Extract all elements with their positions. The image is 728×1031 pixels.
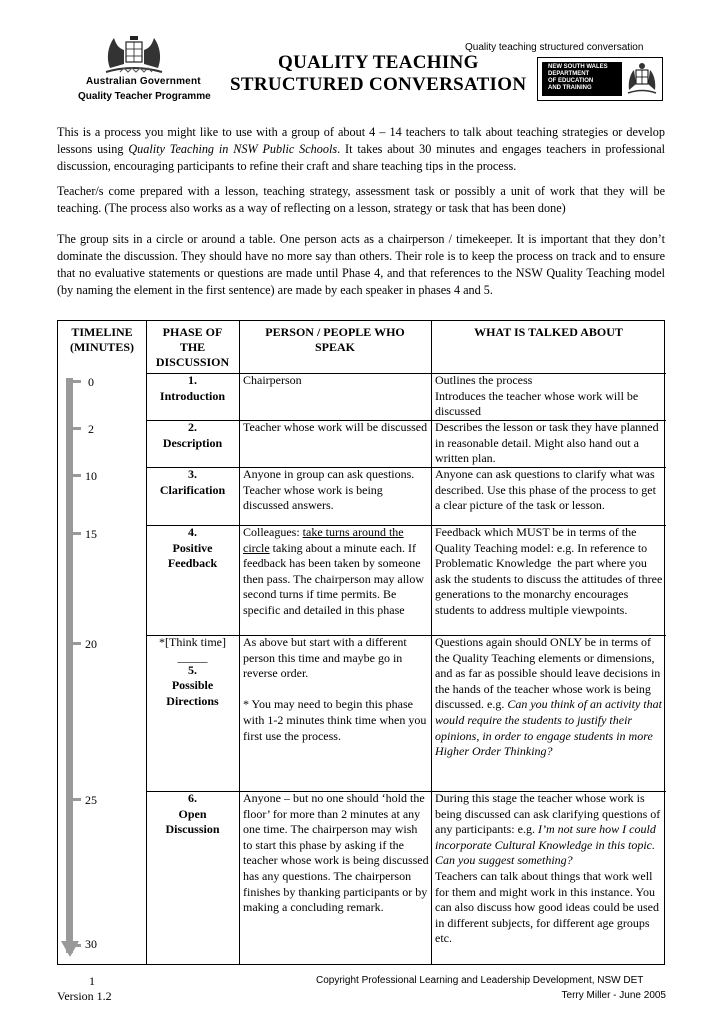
timeline-tick (73, 532, 81, 535)
running-head: Quality teaching structured conversation (465, 42, 644, 53)
what-cell: Anyone can ask questions to clarify what was described. Use this phase of the process to get a clear picture of the task or lesson. (435, 467, 656, 513)
timeline-minute: 25 (85, 793, 97, 807)
nsw-crest-icon (626, 62, 658, 96)
what-cell: Questions again should ONLY be in terms of the Quality Teaching elements or dimensions, and as far as possible should leave decisions in the hands of the teacher whose work is being discussed. e.g. Can you think of an activity that would require the students to justify their opinions, in order to engage students in more Higher Order Thinking? (435, 635, 662, 759)
timeline-tick (73, 474, 81, 477)
header-timeline: TIMELINE (MINUTES) (69, 325, 134, 354)
page-title-line-1: QUALITY TEACHING (278, 52, 479, 73)
timeline-tick (73, 642, 81, 645)
person-cell: Chairperson (243, 373, 302, 387)
timeline-end-minute: 30 (85, 937, 97, 951)
conversation-table (57, 320, 665, 965)
program-name: Quality Teacher Programme (78, 91, 211, 102)
phase-cell: 2. Description (162, 420, 223, 450)
what-cell: During this stage the teacher whose work is being discussed can ask clarifying questions of any participants: e.g. I’m not sure how I could incorporate Cultural Knowledge in this topic. Can you suggest something? Teachers can talk about things that work well for them and might work in this instance. You can also discuss how good ideas could be used in different subjects, for different age groups etc. (435, 791, 661, 946)
person-cell: Anyone in group can ask questions. Teacher whose work is being discussed answers. (243, 467, 415, 513)
timeline-tick (73, 427, 81, 430)
copyright-notice: Copyright Professional Learning and Leadership Development, NSW DET (316, 975, 644, 986)
timeline-minute: 0 (88, 375, 94, 389)
timeline-minute: 15 (85, 527, 97, 541)
header-what: WHAT IS TALKED ABOUT (474, 325, 623, 339)
column-divider (239, 321, 240, 964)
person-cell: Teacher whose work will be discussed (243, 420, 428, 434)
page-title-line-2: STRUCTURED CONVERSATION (230, 74, 527, 95)
timeline-minute: 2 (88, 422, 94, 436)
column-divider (431, 321, 432, 964)
header-phase: PHASE OF THE DISCUSSION (155, 325, 230, 369)
person-cell: As above but start with a different person this time and maybe go in reverse order. * You may need to begin this phase with 1-2 minutes think time when you first use the process. (243, 635, 427, 743)
author-date: Terry Miller - June 2005 (561, 990, 666, 1001)
timeline-tick (73, 380, 81, 383)
timeline-arrow-shaft (66, 378, 73, 953)
person-cell: Anyone – but no one should ‘hold the floor’ for more than 2 minutes at any one time. The chairperson may wish to start this phase by asking if the teacher whose work is being discussed has any questions. The chairperson finishes by thanking participants or by making a concluding remark. (243, 791, 429, 915)
page-number: 1 (89, 974, 95, 988)
intro-paragraph-2: Teacher/s come prepared with a lesson, teaching strategy, assessment task or possibly a unit of work that they will be teaching. (The process also works as a way of reflecting on a lesson, strategy or task that has been done) (57, 184, 665, 215)
phase-cell: 4. Positive Feedback (167, 525, 218, 571)
phase-cell: 1. Introduction (159, 373, 226, 403)
coat-of-arms-icon (100, 28, 168, 78)
intro-paragraph-3: The group sits in a circle or around a table. One person acts as a chairperson / timekeeper. It is important that they don’t dominate the discussion. They should have no more say than others. Their role is to keep the process on track and to ensure that no evaluative statements or questions are made until Phase 4, and that references to the NSW Quality Teaching model (by naming the element in the first sentence) are made by each speaker in phases 4 and 5. (57, 232, 665, 297)
phase-cell: *[Think time] _____ 5. Possible Directions (159, 635, 226, 708)
phase-cell: 6. Open Discussion (165, 791, 220, 837)
timeline-tick (73, 798, 81, 801)
timeline-minute: 10 (85, 469, 97, 483)
intro-paragraph-1: This is a process you might like to use with a group of about 4 – 14 teachers to talk about teaching strategies or develop lessons using Quality Teaching in NSW Public Schools. It takes about 30 minutes and engages teachers in professional discussion, encouraging participants to refine their craft and share teaching tips in the process. (57, 125, 665, 173)
header-person: PERSON / PEOPLE WHO SPEAK (265, 325, 405, 354)
version-label: Version 1.2 (57, 989, 112, 1003)
timeline-minute: 20 (85, 637, 97, 651)
det-logo (537, 57, 663, 101)
det-logo-text: NEW SOUTH WALES DEPARTMENT OF EDUCATION AND TRAINING (542, 62, 622, 96)
what-cell: Outlines the process Introduces the teacher whose work will be discussed (435, 373, 639, 419)
page-header (0, 0, 728, 120)
person-cell: Colleagues: take turns around the circle taking about a minute each. If feedback has been taken by someone then pass. The chairperson may allow second turns if time permits. Be specific and detailed in this phase (243, 525, 425, 617)
timeline-tick (73, 944, 81, 947)
what-cell: Describes the lesson or task they have planned in reasonable detail. Might also hand out a written plan. (435, 420, 659, 466)
what-cell: Feedback which MUST be in terms of the Quality Teaching model: e.g. In reference to Problematic Knowledge the part where you ask the students to discuss the attitudes of three generations to the monarchy encourages students to address multiple viewpoints. (435, 525, 663, 617)
government-name: Australian Government (86, 76, 201, 87)
phase-cell: 3. Clarification (159, 467, 226, 497)
